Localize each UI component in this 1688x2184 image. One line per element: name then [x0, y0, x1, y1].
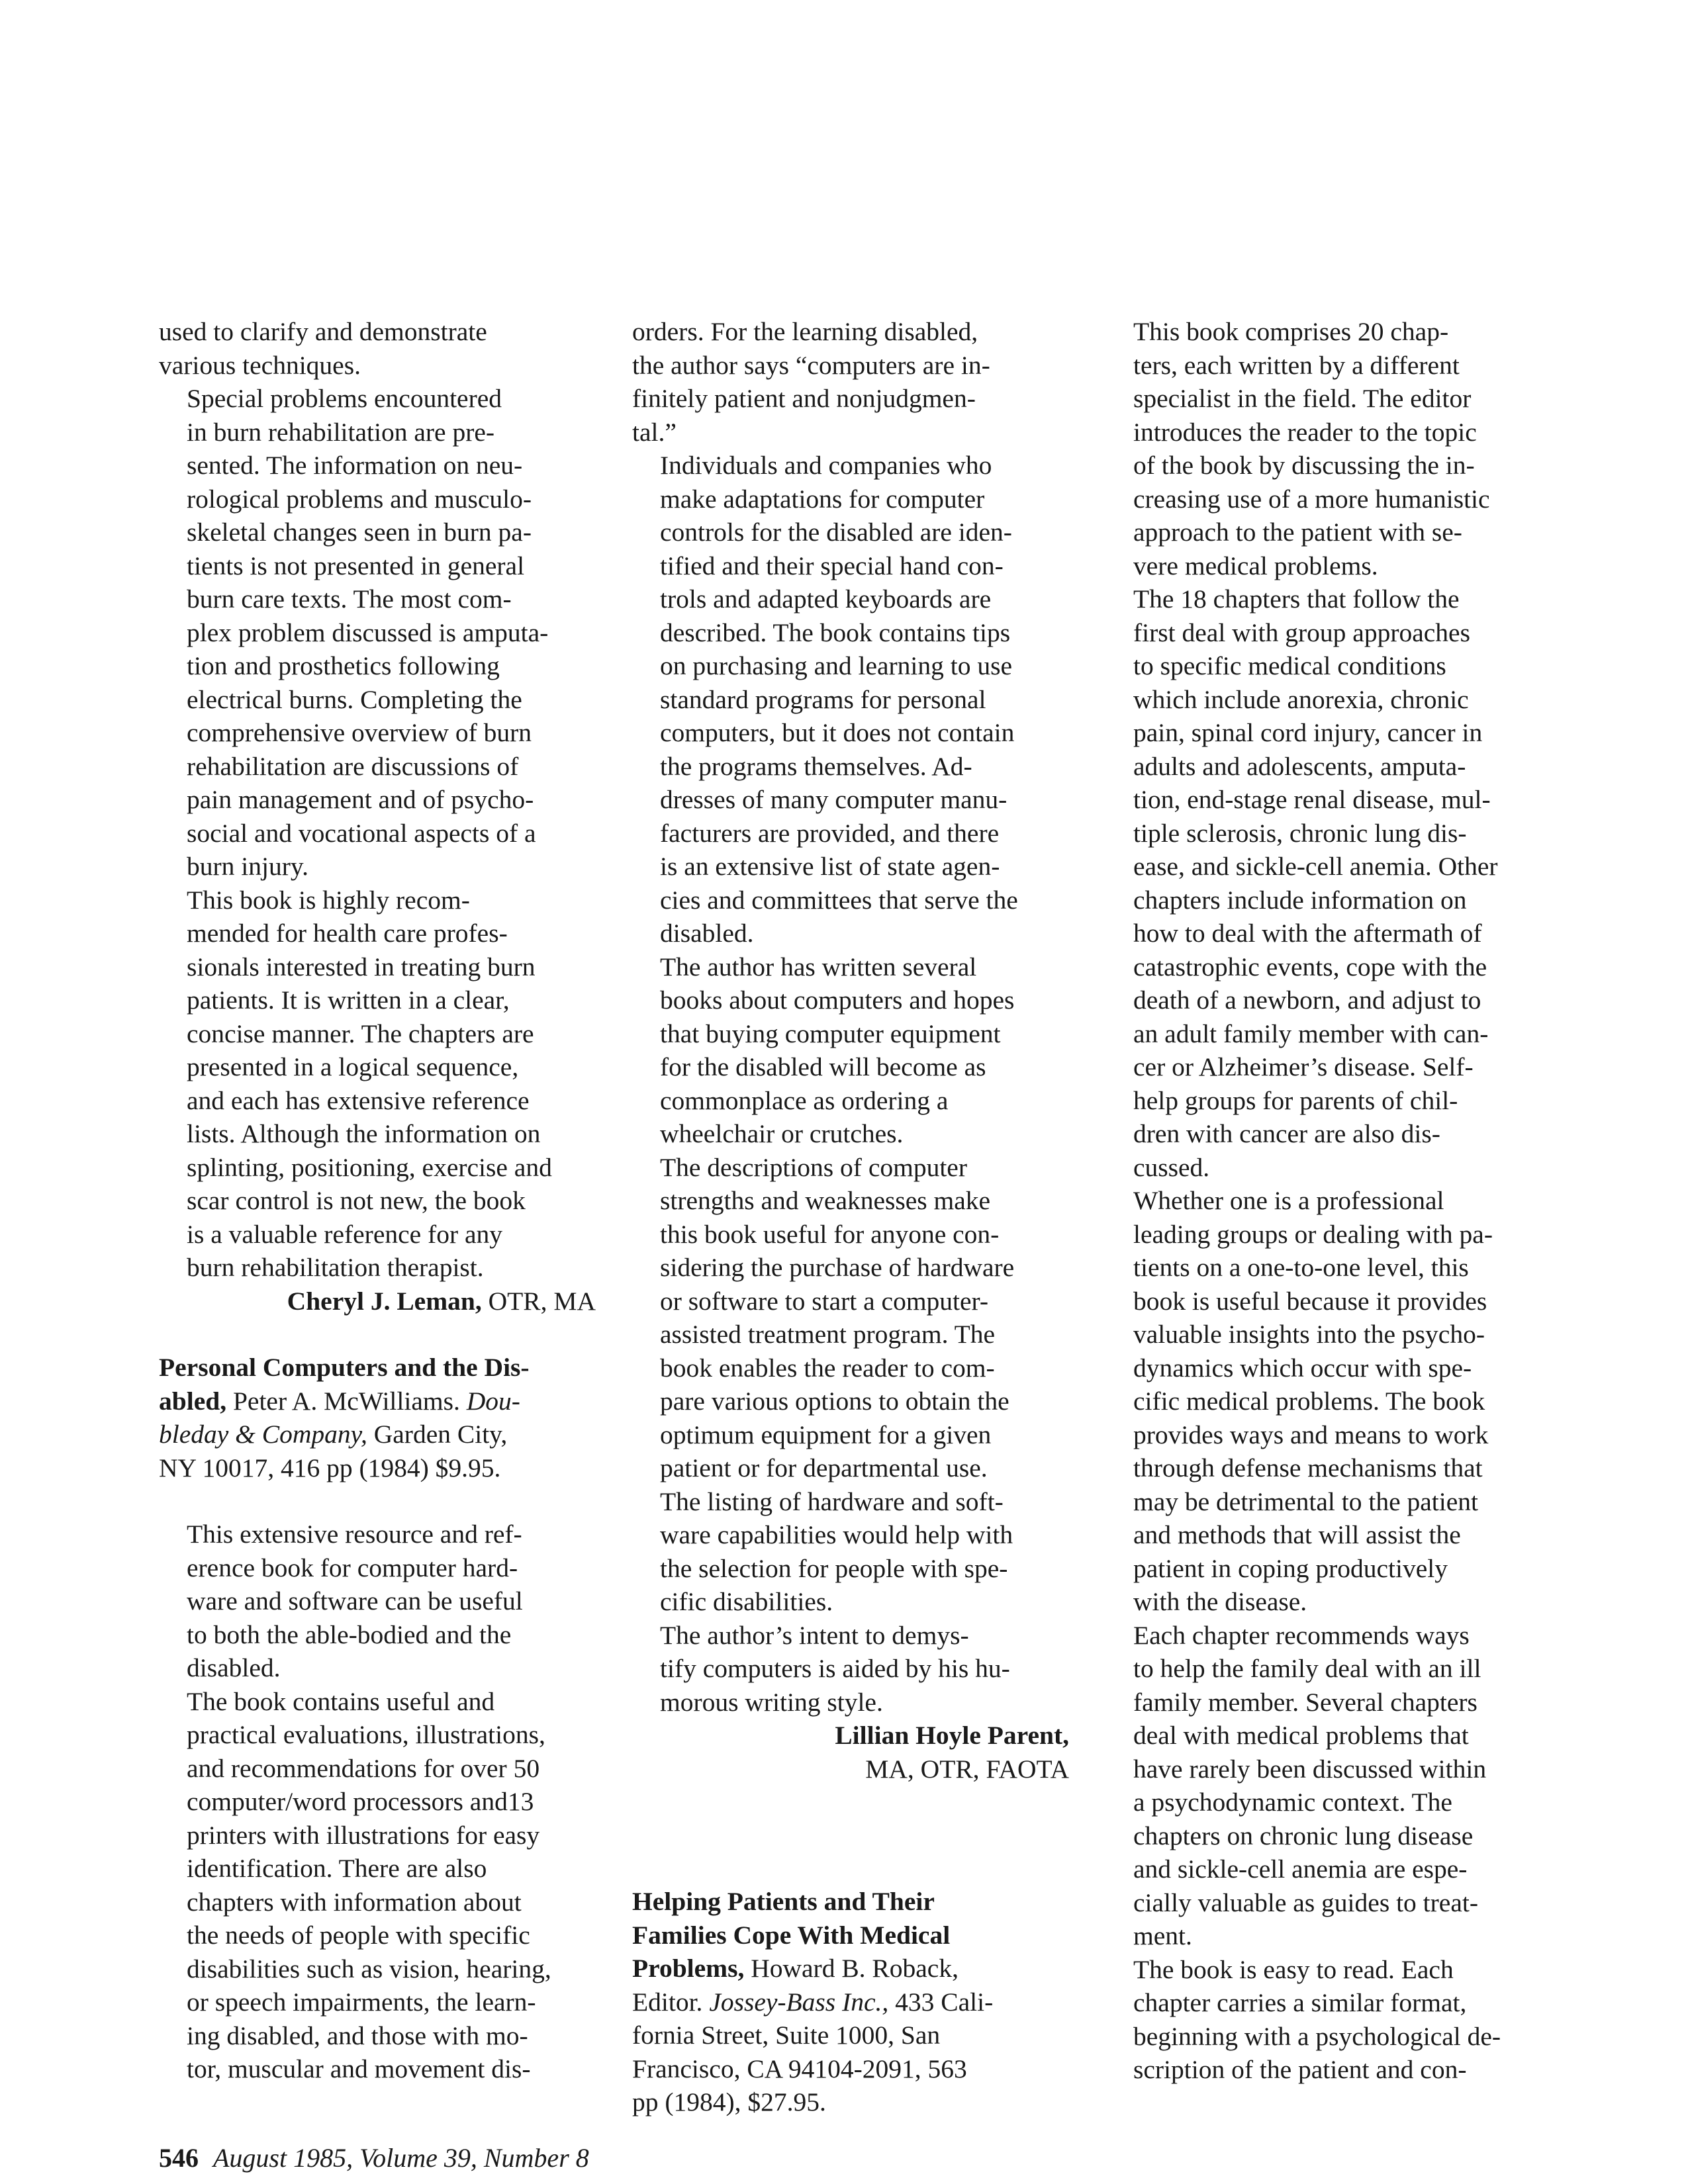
text-line: pare various options to obtain the	[660, 1387, 1009, 1416]
text-line: pain, spinal cord injury, cancer in	[1133, 718, 1483, 747]
text-line: mended for health care profes-	[187, 919, 508, 948]
text-line: sented. The information on neu-	[187, 451, 523, 480]
text-line: morous writing style.	[660, 1687, 883, 1717]
text-line: dynamics which occur with spe-	[1133, 1353, 1472, 1383]
text-line: chapters on chronic lung disease	[1133, 1821, 1474, 1850]
text-line: concise manner. The chapters are	[187, 1019, 534, 1048]
text-line: Special problems encountered	[187, 384, 502, 413]
text-line: the author says “computers are in-	[632, 350, 990, 380]
text-line: splinting, positioning, exercise and	[187, 1152, 552, 1182]
text-line: skeletal changes seen in burn pa-	[187, 518, 532, 547]
paragraph	[632, 315, 1069, 449]
paragraph	[632, 1151, 1069, 1619]
text-line: strengths and weaknesses make	[660, 1186, 991, 1215]
paragraph	[159, 1685, 596, 2086]
publisher-text: bleday & Company,	[159, 1420, 367, 1449]
text-line: cific medical problems. The book	[1133, 1387, 1485, 1416]
text-line: orders. For the learning disabled,	[632, 317, 978, 346]
author-text: Peter A. McWilliams.	[226, 1386, 467, 1416]
text-line: The descriptions of computer	[660, 1152, 967, 1182]
text-line: scription of the patient and con-	[1133, 2055, 1467, 2084]
text-line: This book comprises 20 chap-	[1133, 317, 1449, 346]
text-line: tion and prosthetics following	[187, 651, 500, 680]
publisher-text: Jossey-Bass Inc.,	[709, 1987, 889, 2017]
text-line: wheelchair or crutches.	[660, 1119, 904, 1148]
text-line: various techniques.	[159, 350, 361, 380]
text-line: Individuals and companies who	[660, 451, 992, 480]
text-line: have rarely been discussed within	[1133, 1754, 1487, 1784]
text-line: computers, but it does not contain	[660, 718, 1015, 747]
text-line: The author’s intent to demys-	[660, 1620, 969, 1650]
text-line: the programs themselves. Ad-	[660, 751, 972, 781]
reviewer-credentials: MA, OTR, FAOTA	[865, 1754, 1069, 1784]
text-line: ware and software can be useful	[187, 1586, 523, 1615]
text-line: tients on a one-to-one level, this	[1133, 1253, 1469, 1282]
book-title: Personal Computers and the Dis-	[159, 1353, 530, 1382]
text-line: dren with cancer are also dis-	[1133, 1119, 1440, 1148]
text-line: that buying computer equipment	[660, 1019, 1001, 1048]
text-line: tiple sclerosis, chronic lung dis-	[1133, 818, 1467, 848]
reviewer-signature	[632, 1719, 1069, 1752]
text-line: patient in coping productively	[1133, 1553, 1448, 1583]
text-line: for the disabled will become as	[660, 1052, 986, 1081]
text-line: and sickle-cell anemia are espe-	[1133, 1854, 1468, 1884]
book-title: Families Cope With Medical	[632, 1920, 951, 1950]
text-line: standard programs for personal	[660, 684, 986, 714]
text-line: patient or for departmental use.	[660, 1453, 988, 1482]
journal-issue: August 1985, Volume 39, Number 8	[213, 2143, 589, 2173]
text-line: approach to the patient with se-	[1133, 518, 1462, 547]
text-line: This book is highly recom-	[187, 885, 470, 915]
text-line: a psychodynamic context. The	[1133, 1788, 1452, 1817]
text-line: identification. There are also	[187, 1854, 487, 1883]
text-line: provides ways and means to work	[1133, 1420, 1489, 1449]
paragraph	[1105, 1953, 1542, 2087]
text-line: catastrophic events, cope with the	[1133, 952, 1487, 981]
publisher-address: Francisco, CA 94104-2091, 563	[632, 2054, 967, 2083]
text-line: books about computers and hopes	[660, 985, 1015, 1015]
text-line: family member. Several chapters	[1133, 1687, 1477, 1717]
text-line: help groups for parents of chil-	[1133, 1085, 1458, 1115]
text-line: commonplace as ordering a	[660, 1085, 949, 1115]
text-line: make adaptations for computer	[660, 484, 985, 514]
text-line: controls for the disabled are iden-	[660, 518, 1012, 547]
text-line: computer/word processors and13	[187, 1787, 534, 1816]
text-line: cific disabilities.	[660, 1587, 833, 1616]
text-line: introduces the reader to the topic	[1133, 417, 1477, 447]
text-line: plex problem discussed is amputa-	[187, 617, 549, 647]
text-line: practical evaluations, illustrations,	[187, 1720, 545, 1749]
book-title: abled,	[159, 1386, 227, 1416]
text-line: and methods that will assist the	[1133, 1520, 1461, 1549]
text-line: may be detrimental to the patient	[1133, 1486, 1479, 1516]
text-line: which include anorexia, chronic	[1133, 684, 1469, 714]
text-line: tify computers is aided by his hu-	[660, 1654, 1010, 1683]
text-line: this book useful for anyone con-	[660, 1219, 1000, 1249]
text-line: deal with medical problems that	[1133, 1721, 1469, 1750]
text-line: comprehensive overview of burn	[187, 718, 532, 747]
text-line: rehabilitation are discussions of	[187, 751, 519, 781]
text-line: tal.”	[632, 417, 677, 447]
text-line: tion, end-stage renal disease, mul-	[1133, 785, 1491, 814]
text-line: printers with illustrations for easy	[187, 1820, 540, 1850]
text-line: The book contains useful and	[187, 1686, 495, 1716]
text-line: through defense mechanisms that	[1133, 1453, 1483, 1482]
text-line: optimum equipment for a given	[660, 1420, 992, 1449]
publication-details: NY 10017, 416 pp (1984) $9.95.	[159, 1453, 501, 1482]
column-2	[632, 315, 1069, 2119]
text-line: sionals interested in treating burn	[187, 952, 536, 981]
reviewer-name: Lillian Hoyle Parent,	[835, 1721, 1069, 1750]
text-line: cer or Alzheimer’s disease. Self-	[1133, 1052, 1474, 1081]
column-1	[159, 315, 596, 2086]
text-line: facturers are provided, and there	[660, 818, 1000, 848]
publisher-address: 433 Cali-	[888, 1987, 994, 2017]
editor-text: Howard B. Roback,	[744, 1954, 959, 1983]
text-line: tor, muscular and movement dis-	[187, 2054, 531, 2083]
text-line: vere medical problems.	[1133, 551, 1378, 580]
text-line: cially valuable as guides to treat-	[1133, 1888, 1478, 1917]
book-title: Helping Patients and Their	[632, 1887, 935, 1916]
paragraph	[159, 315, 596, 382]
book-title: Problems,	[632, 1954, 745, 1983]
text-line: valuable insights into the psycho-	[1133, 1320, 1485, 1349]
reviewer-credentials: OTR, MA	[481, 1286, 596, 1316]
text-line: patients. It is written in a clear,	[187, 985, 510, 1015]
text-line: book is useful because it provides	[1133, 1286, 1487, 1316]
text-line: chapters with information about	[187, 1887, 522, 1917]
paragraph	[1105, 582, 1542, 1184]
text-line: or speech impairments, the learn-	[187, 1987, 536, 2017]
text-line: is an extensive list of state agen-	[660, 852, 1000, 881]
text-line: death of a newborn, and adjust to	[1133, 985, 1481, 1015]
text-line: erence book for computer hard-	[187, 1553, 518, 1582]
text-line: The listing of hardware and soft-	[660, 1486, 1004, 1516]
text-line: scar control is not new, the book	[187, 1186, 526, 1215]
text-line: of the book by discussing the in-	[1133, 451, 1475, 480]
text-line: finitely patient and nonjudgmen-	[632, 384, 976, 413]
text-line: burn care texts. The most com-	[187, 584, 512, 614]
text-line: the selection for people with spe-	[660, 1553, 1008, 1583]
paragraph	[1105, 1184, 1542, 1619]
page-footer	[159, 2142, 589, 2175]
text-line: is a valuable reference for any	[187, 1219, 503, 1249]
column-3	[1105, 315, 1542, 2087]
publisher-text: Dou-	[466, 1386, 520, 1416]
text-line: disabled.	[187, 1653, 281, 1682]
text-line: used to clarify and demonstrate	[159, 317, 487, 346]
text-line: tients is not presented in general	[187, 551, 525, 580]
text-line: disabled.	[660, 919, 754, 948]
paragraph	[159, 884, 596, 1285]
text-line: sidering the purchase of hardware	[660, 1253, 1015, 1282]
publisher-location: Garden City,	[367, 1420, 508, 1449]
text-line: first deal with group approaches	[1133, 617, 1470, 647]
text-line: the needs of people with specific	[187, 1921, 530, 1950]
reviewer-name: Cheryl J. Leman,	[287, 1286, 482, 1316]
text-line: tified and their special hand con-	[660, 551, 1004, 580]
text-line: The book is easy to read. Each	[1133, 1954, 1454, 1984]
text-line: ease, and sickle-cell anemia. Other	[1133, 852, 1498, 881]
text-line: trols and adapted keyboards are	[660, 584, 992, 614]
text-line: book enables the reader to com-	[660, 1353, 995, 1383]
text-line: and each has extensive reference	[187, 1085, 530, 1115]
text-line: Whether one is a professional	[1133, 1186, 1444, 1215]
review-heading	[632, 1885, 1069, 2119]
text-line: presented in a logical sequence,	[187, 1052, 519, 1081]
text-line: how to deal with the aftermath of	[1133, 919, 1482, 948]
paragraph	[159, 1518, 596, 1685]
text-line: creasing use of a more humanistic	[1133, 484, 1490, 514]
text-line: beginning with a psychological de-	[1133, 2021, 1501, 2051]
text-line: dresses of many computer manu-	[660, 785, 1008, 814]
text-line: Each chapter recommends ways	[1133, 1620, 1470, 1650]
text-line: ment.	[1133, 1921, 1192, 1950]
text-line: an adult family member with can-	[1133, 1019, 1489, 1048]
paragraph	[1105, 1619, 1542, 1953]
page-number: 546	[159, 2143, 199, 2173]
text-line: to both the able-bodied and the	[187, 1619, 512, 1649]
text-line: assisted treatment program. The	[660, 1320, 996, 1349]
text-line: rological problems and musculo-	[187, 484, 532, 514]
editor-label: Editor.	[632, 1987, 710, 2017]
text-line: and recommendations for over 50	[187, 1753, 540, 1783]
paragraph	[632, 449, 1069, 950]
text-line: disabilities such as vision, hearing,	[187, 1954, 551, 1983]
text-line: lists. Although the information on	[187, 1119, 541, 1148]
text-line: described. The book contains tips	[660, 617, 1011, 647]
text-line: specialist in the field. The editor	[1133, 384, 1472, 413]
text-line: in burn rehabilitation are pre-	[187, 417, 495, 447]
text-line: chapters include information on	[1133, 885, 1467, 915]
text-line: chapter carries a similar format,	[1133, 1988, 1467, 2017]
text-line: The author has written several	[660, 952, 977, 981]
text-line: adults and adolescents, amputa-	[1133, 751, 1466, 781]
paragraph	[632, 1619, 1069, 1719]
text-line: burn rehabilitation therapist.	[187, 1253, 484, 1282]
text-line: ters, each written by a different	[1133, 350, 1460, 380]
text-line: with the disease.	[1133, 1587, 1307, 1616]
text-line: cussed.	[1133, 1152, 1210, 1182]
reviewer-signature	[159, 1285, 596, 1318]
paragraph	[632, 950, 1069, 1151]
text-line: to help the family deal with an ill	[1133, 1654, 1481, 1683]
text-line: electrical burns. Completing the	[187, 684, 522, 714]
text-line: cies and committees that serve the	[660, 885, 1018, 915]
review-heading	[159, 1351, 596, 1484]
text-line: or software to start a computer-	[660, 1286, 989, 1316]
text-line: social and vocational aspects of a	[187, 818, 536, 848]
text-line: This extensive resource and ref-	[187, 1520, 522, 1549]
text-line: ware capabilities would help with	[660, 1520, 1013, 1549]
text-line: on purchasing and learning to use	[660, 651, 1013, 680]
publication-details: pp (1984), $27.95.	[632, 2087, 826, 2116]
paragraph	[159, 382, 596, 884]
paragraph	[1105, 315, 1542, 582]
text-line: burn injury.	[187, 852, 308, 881]
text-line: The 18 chapters that follow the	[1133, 584, 1460, 614]
text-line: leading groups or dealing with pa-	[1133, 1219, 1493, 1249]
text-line: ing disabled, and those with mo-	[187, 2021, 528, 2050]
publisher-address: fornia Street, Suite 1000, San	[632, 2021, 941, 2050]
text-line: to specific medical conditions	[1133, 651, 1446, 680]
text-line: pain management and of psycho-	[187, 785, 534, 814]
